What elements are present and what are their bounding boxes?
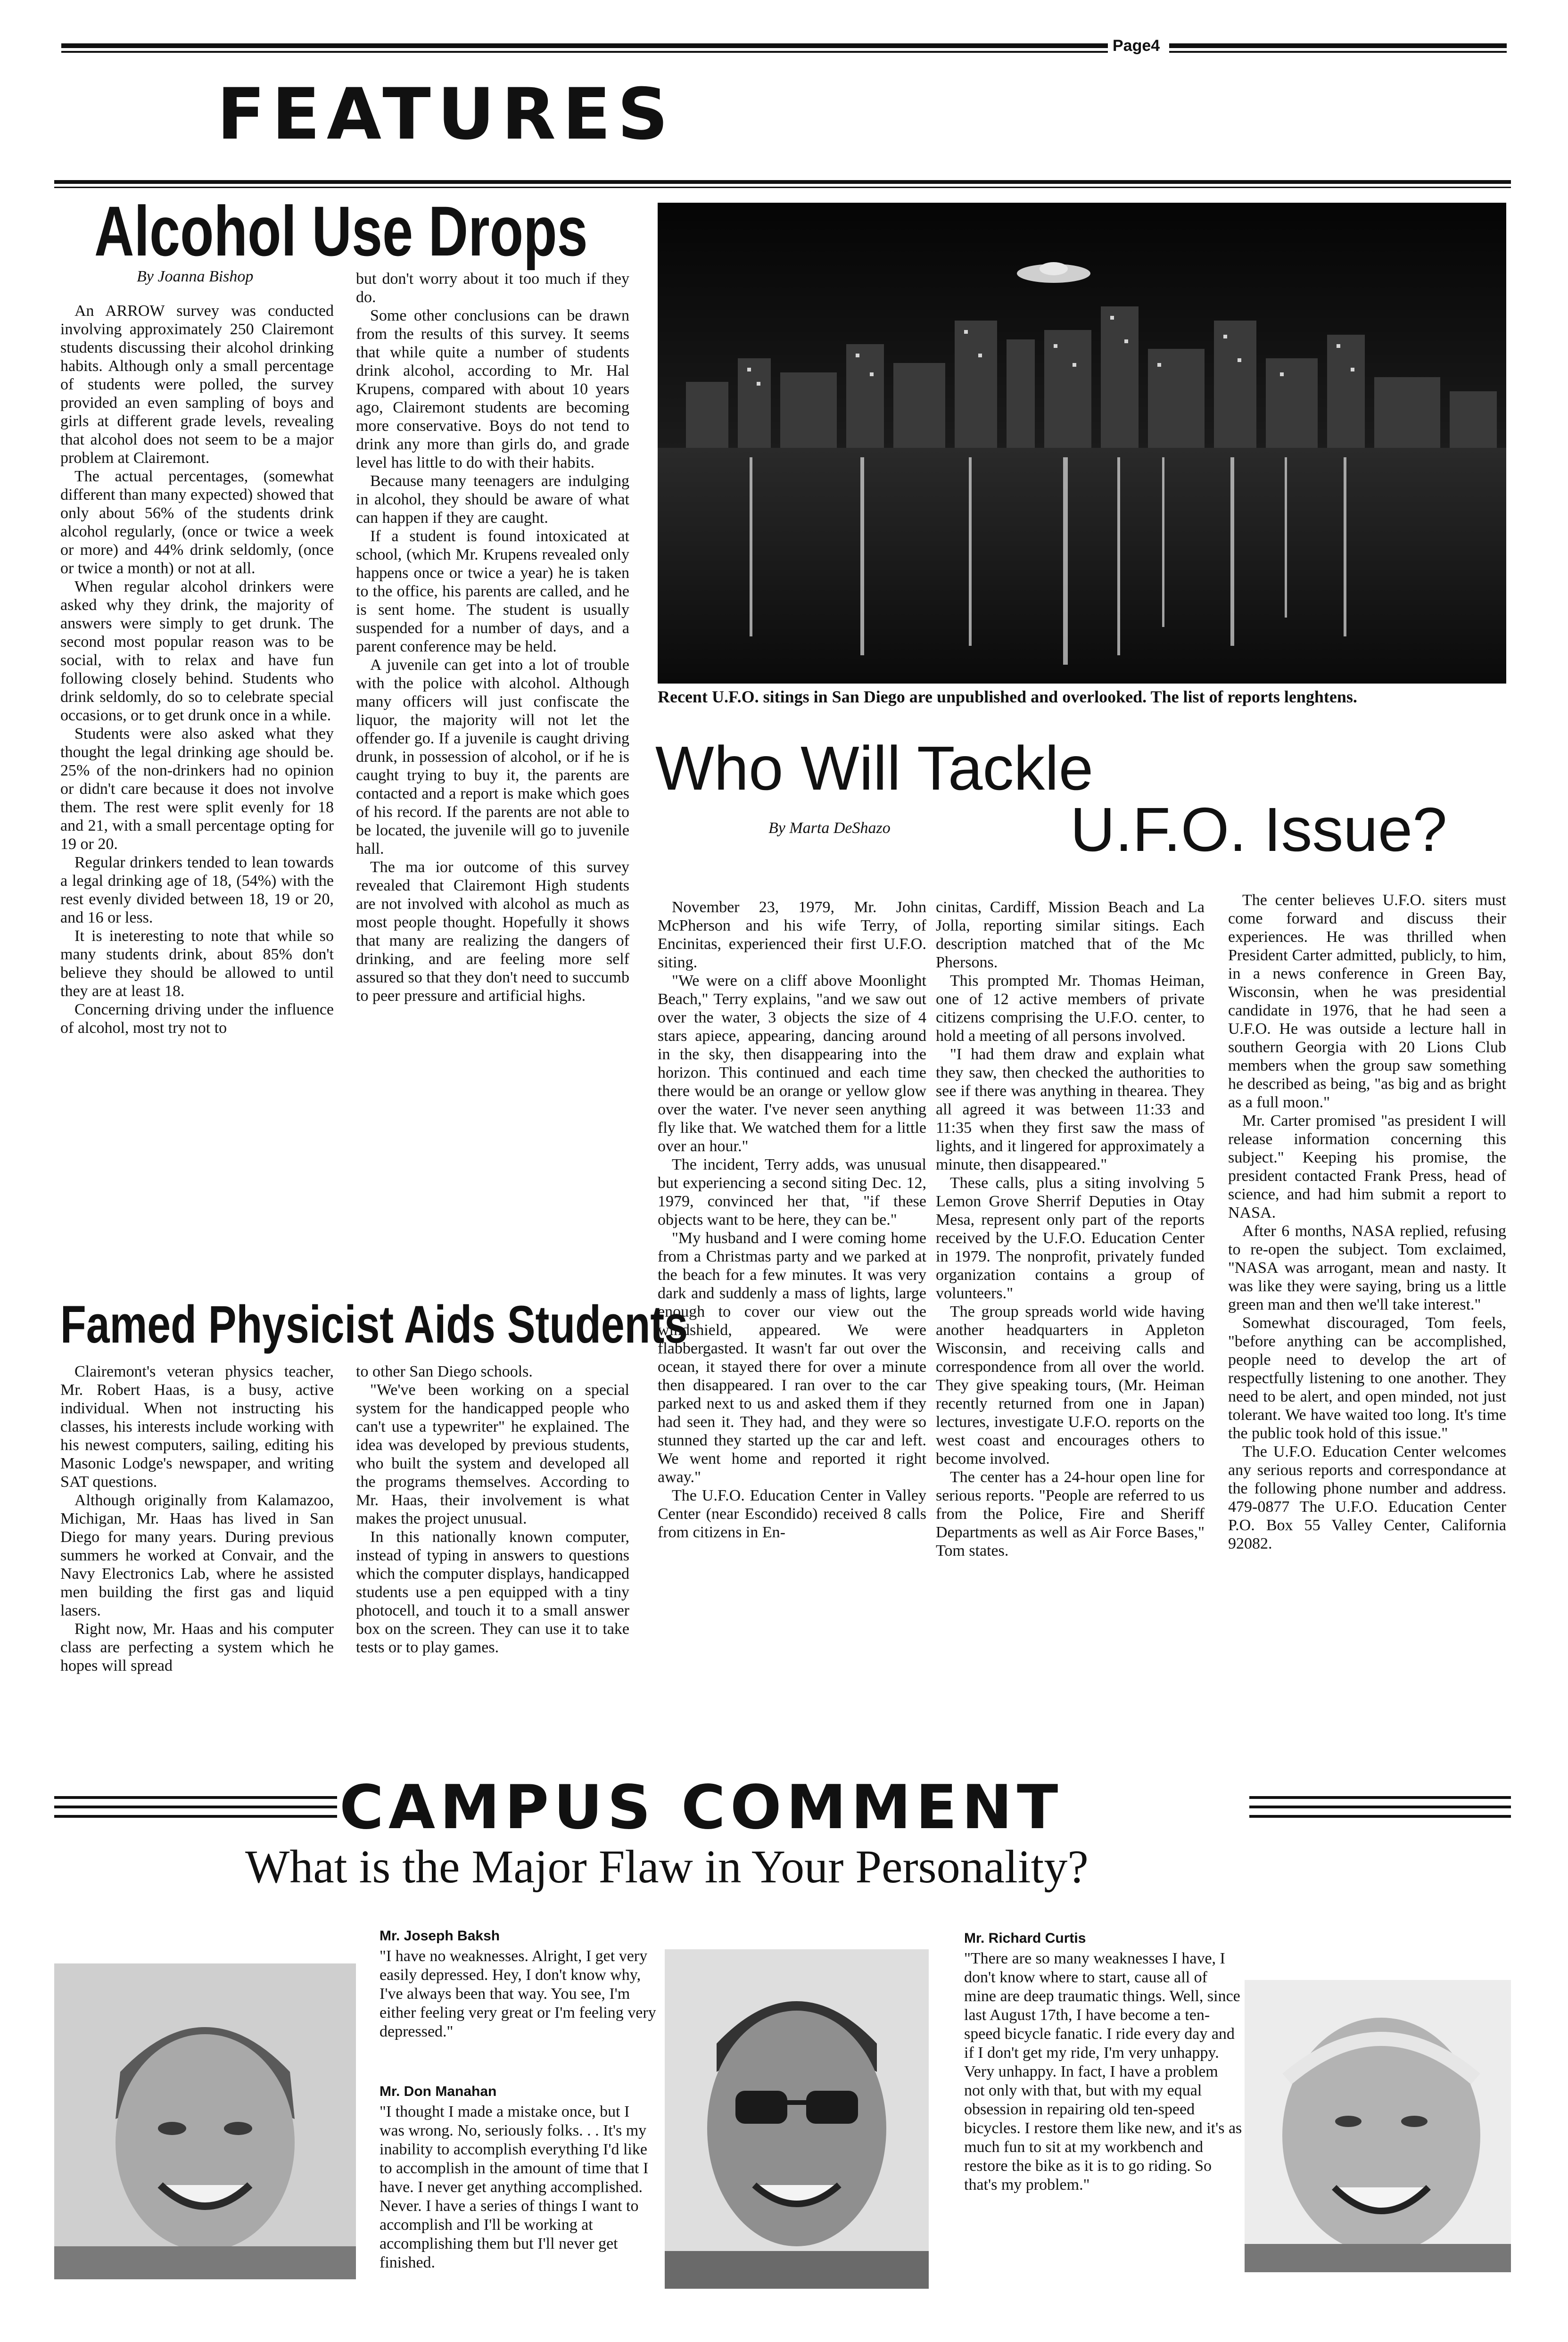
campus-banner: CAMPUS COMMENT (339, 1773, 1063, 1843)
portrait-manahan (665, 1949, 929, 2289)
alcohol-column-1 (60, 302, 334, 1287)
top-rule-left (61, 43, 1108, 48)
physicist-c1-p3: Right now, Mr. Haas and his computer class are perfecting a system which he hopes will spread (60, 1620, 334, 1674)
campus-rule-left-2 (54, 1806, 337, 1808)
ufo-c2-p2: This prompted Mr. Thomas Heiman, one of 12 active members of private citizens comprising the U.F.O. center, to hold a meeting of all persons involved. (936, 972, 1205, 1045)
banner-rule-thick (54, 180, 1511, 184)
skyline-image (658, 203, 1506, 684)
ufo-headline-line1: Who Will Tackle (655, 734, 1094, 803)
ufo-c3-p5: The U.F.O. Education Center welcomes any serious reports and correspondance at the following phone number and address. 479-0877 The U.F.O. Education Center P.O. Box 55 Valley Center, California 92082. (1228, 1443, 1506, 1552)
physicist-c1-p2: Although originally from Kalamazoo, Michigan, Mr. Haas has lived in San Diego for many years. During previous summers he worked at Convair, and the Navy Electronics Lab, where he assisted men building the first gas and liquid lasers. (60, 1492, 334, 1619)
campus-rule-right-2 (1249, 1806, 1511, 1808)
alcohol-c2-p3: Because many teenagers are indulging in alcohol, they should be aware of what can happen if they are caught. (356, 472, 629, 527)
alcohol-c1-p1: An ARROW survey was conducted involving approximately 250 Clairemont students discussing their alcohol drinking habits. Although only a small percentage of students were polled, the survey provided an even sampling of boys and girls at different grade levels, revealing that alcohol does not seem to be a major problem at Clairemont. (60, 302, 334, 467)
alcohol-c1-p3: When regular alcohol drinkers were asked why they drink, the majority of answers were simply to get drunk. The second most popular reason was to be social, with to relax and have fun following closely behind. Students who drink seldomly, do so to celebrate special occasions, or to get drunk once in a while. (60, 578, 334, 724)
physicist-column-1 (60, 1362, 334, 1763)
physicist-column-2 (356, 1362, 629, 1763)
portrait-curtis-image (1245, 1980, 1511, 2272)
physicist-c1-p1: Clairemont's veteran physics teacher, Mr. Robert Haas, is a busy, active individual. When not instructing his classes, his interests include working with his newest computers, sailing, editing his Masonic Lodge's newspaper, and writing SAT questions. (60, 1363, 334, 1491)
campus-rule-left-1 (54, 1796, 337, 1799)
ufo-c2-p5: The group spreads world wide having another headquarters in Appleton Wisconsin, and receiving calls and correspondence from all over the world. They give speaking tours, (Mr. Heiman recently returned from one in Japan) lectures, investigate U.F.O. reports on the west coast and encourages others to become involved. (936, 1303, 1205, 1468)
ufo-c3-p3: After 6 months, NASA replied, refusing to re-open the subject. Tom exclaimed, "NASA was arrogant, mean and nasty. It was like they were saying, bring us a little green man and then we'll take interest." (1228, 1222, 1506, 1313)
alcohol-c1-p6: It is ineteresting to note that while so many students drink, about 85% don't believe they should be allowed to until they are at least 18. (60, 927, 334, 1000)
alcohol-c2-p2: Some other conclusions can be drawn from the results of this survey. It seems that while quite a number of students drink alcohol, according to Mr. Hal Krupens, compared with about 10 years ago, Clairemont students are becoming more conservative. Boys do not tend to drink any more than girls do, and grade level has little to do with their habits. (356, 307, 629, 471)
quote-curtis (964, 1930, 1242, 2194)
ufo-headline-line2: U.F.O. Issue? (1070, 795, 1447, 864)
physicist-c2-p3: In this nationally known computer, instead of typing in answers to questions which the computer displays, handicapped students use a pen equipped with a tiny photocell, and touch it to a small answer box on the screen. They can use it to take tests or to play games. (356, 1528, 629, 1656)
alcohol-c2-p4: If a student is found intoxicated at school, (which Mr. Krupens revealed only happens once or twice a year) he is taken to the office, his parents are called, and he is sent home. The student is usually suspended for a number of days, and a parent conference may be held. (356, 528, 629, 655)
physicist-c2-p2: "We've been working on a special system for the handicapped people who can't use a typewriter" he explained. The idea was developed by previous students, who built the system and developed all the programs themselves. According to Mr. Haas, their involvement is what makes the project unusual. (356, 1381, 629, 1527)
alcohol-byline: By Joanna Bishop (137, 268, 254, 285)
page-label: Page4 (1113, 37, 1160, 55)
physicist-c2-p1: to other San Diego schools. (356, 1363, 533, 1380)
ufo-byline: By Marta DeShazo (768, 819, 891, 837)
campus-rule-right-1 (1249, 1796, 1511, 1799)
banner-rule-thin (54, 187, 1511, 188)
section-banner: FEATURES (217, 74, 675, 156)
ufo-c1-p5: The U.F.O. Education Center in Valley Center (near Escondido) received 8 calls from citizens in En- (658, 1487, 926, 1541)
ufo-c1-p4: "My husband and I were coming home from a Christmas party and we parked at the beach for a few minutes. It was very dark and suddenly a mass of lights, large enough to cover our view out the windshield, appeared. We were flabbergasted. It wasn't far out over the ocean, it stayed there for over a minute then disappeared. I ran over to the car parked next to us and asked them if they had seen it. They had, and they were so stunned they started up the car and left. We went home and reported it right away." (658, 1229, 926, 1486)
alcohol-c1-p2: The actual percentages, (somewhat different than many expected) showed that only about 56% of the students drink alcohol regularly, (once or twice a week or more) and 44% drink seldomly, (once or twice a month) or not at all. (60, 468, 334, 577)
alcohol-c1-p5: Regular drinkers tended to lean towards a legal drinking age of 18, (54%) with the rest evenly divided between 18, 19 or 20, and 16 or less. (60, 854, 334, 926)
ufo-c2-p3: "I had them draw and explain what they saw, then checked the authorities to see if there was anything in thearea. They all agreed it was between 11:33 and 11:35 when they first saw the mass of lights, and it lingered for approximately a minute, then disappeared." (936, 1046, 1205, 1173)
campus-question: What is the Major Flaw in Your Personality? (245, 1840, 1089, 1893)
ufo-c3-p4: Somewhat discouraged, Tom feels, "before anything can be accomplished, people need to develop the art of respectfully listening to one another. They need to be alert, and open minded, not just tolerant. We have waited too long. It's time the public took hold of this issue." (1228, 1314, 1506, 1442)
portrait-manahan-image (665, 1949, 929, 2289)
top-rule-left-thin (61, 51, 1108, 53)
quote-curtis-name: Mr. Richard Curtis (964, 1930, 1086, 1946)
alcohol-c2-p1: but don't worry about it too much if they do. (356, 270, 629, 306)
ufo-c3-p2: Mr. Carter promised "as president I will release information concerning this subject." Keeping his promise, the president contacted Frank Press, head of science, and had him submit a report to NASA. (1228, 1112, 1506, 1221)
ufo-photo-caption: Recent U.F.O. sitings in San Diego are unpublished and overlooked. The list of reports lenghtens. (658, 687, 1357, 706)
ufo-c1-p2: "We were on a cliff above Moonlight Beach," Terry explains, "and we saw out over the water, 3 objects the size of 4 stars apiece, appearing, dancing around in the sky, then disappearing into the horizon. This continued and each time there would be an orange or yellow glow over the water. I've never seen anything fly like that. We watched them for a little over an hour." (658, 972, 926, 1155)
top-rule-right-thin (1169, 51, 1507, 53)
ufo-c2-p1: cinitas, Cardiff, Mission Beach and La Jolla, reporting similar sitings. Each description matched that of the Mc Phersons. (936, 899, 1205, 971)
quote-manahan-text: "I thought I made a mistake once, but I was wrong. No, seriously folks. . . It's my inability to accomplish everything I'd like to accomplish in the amount of time that I have. I never get anything accomplished. Never. I have a series of things I want to accomplish and I'll be working at accomplishing them but I'll never get finished. (380, 2103, 649, 2271)
alcohol-c2-p5: A juvenile can get into a lot of trouble with the police with alcohol. Although many officers will just confiscate the liquor, the majority will not let the offender go. If a juvenile is caught driving drunk, in possession of alcohol, or if he is caught trying to buy it, the parents are contacted and a report is make which goes of his record. If the parents are not able to be located, the juvenile will go to juvenile hall. (356, 656, 629, 858)
ufo-skyline-photo (658, 203, 1506, 684)
portrait-baksh (54, 1963, 356, 2279)
campus-rule-left-3 (54, 1815, 337, 1818)
alcohol-c2-p6: The ma ior outcome of this survey revealed that Clairemont High students are not involved with alcohol as much as most people thought. Hopefully it shows that many are realizing the dangers of drinking, and are feeling more self assured so that they don't need to succumb to peer pressure and artificial highs. (356, 858, 629, 1005)
portrait-baksh-image (54, 1963, 356, 2279)
ufo-column-1 (658, 898, 926, 1775)
quote-baksh-text: "I have no weaknesses. Alright, I get very easily depressed. Hey, I don't know why, I've always been that way. You see, I'm either feeling very great or I'm feeling very depressed." (380, 1947, 656, 2040)
ufo-c3-p1: The center believes U.F.O. siters must come forward and discuss their experiences. He was thrilled when President Carter admitted, publicly, to him, in a news conference in Green Bay, Wisconsin, when he was presidential candidate in 1976, that he had seen a U.F.O. He was outside a lecture hall in southern Georgia with 20 Lions Club members when the group saw something he described as being, "as big and as bright as a full moon." (1228, 891, 1506, 1111)
portrait-curtis (1245, 1980, 1511, 2272)
quote-baksh (380, 1928, 658, 2041)
alcohol-headline: Alcohol Use Drops (94, 191, 588, 271)
ufo-c1-p3: The incident, Terry adds, was unusual but experiencing a second siting Dec. 12, 1979, convinced her that, "if these objects want to be here, they can be." (658, 1156, 926, 1229)
quote-baksh-name: Mr. Joseph Baksh (380, 1928, 500, 1944)
alcohol-c1-p4: Students were also asked what they thought the legal drinking age should be. 25% of the non-drinkers had no opinion or didn't care because it does not involve them. The rest were split evenly for 18 and 21, with a small percentage opting for 19 or 20. (60, 725, 334, 853)
top-rule-right (1169, 43, 1507, 48)
ufo-c1-p1: November 23, 1979, Mr. John McPherson and his wife Terry, of Encinitas, experienced their first U.F.O. siting. (658, 899, 926, 971)
physicist-headline: Famed Physicist Aids Students (60, 1295, 688, 1354)
ufo-column-3 (1228, 891, 1506, 1773)
alcohol-column-2 (356, 270, 629, 1288)
alcohol-c1-p7: Concerning driving under the influence of alcohol, most try not to (60, 1001, 334, 1037)
quote-manahan (380, 2084, 658, 2272)
ufo-c2-p6: The center has a 24-hour open line for serious reports. "People are referred to us from the Police, Fire and Sheriff Departments as well as Air Force Bases," Tom states. (936, 1468, 1205, 1559)
ufo-c2-p4: These calls, plus a siting involving 5 Lemon Grove Sherrif Deputies in Otay Mesa, represent only part of the reports received by the U.F.O. Education Center in 1979. The nonprofit, privately funded organization contains a group of volunteers." (936, 1174, 1205, 1302)
ufo-column-2 (936, 898, 1205, 1775)
campus-rule-right-3 (1249, 1815, 1511, 1818)
quote-manahan-name: Mr. Don Manahan (380, 2084, 497, 2099)
quote-curtis-text: "There are so many weaknesses I have, I don't know where to start, cause all of mine are deep traumatic things. Well, since last August 17th, I have become a ten-speed bicycle fanatic. I ride every day and if I don't get my ride, I'm very unhappy. Very unhappy. In fact, I have a problem not only with that, but with my equal obsession in repairing old ten-speed bicycles. I restore them like new, and it's as much fun to sit at my workbench and restore the bike as it is to go riding. So that's my problem." (964, 1950, 1242, 2194)
